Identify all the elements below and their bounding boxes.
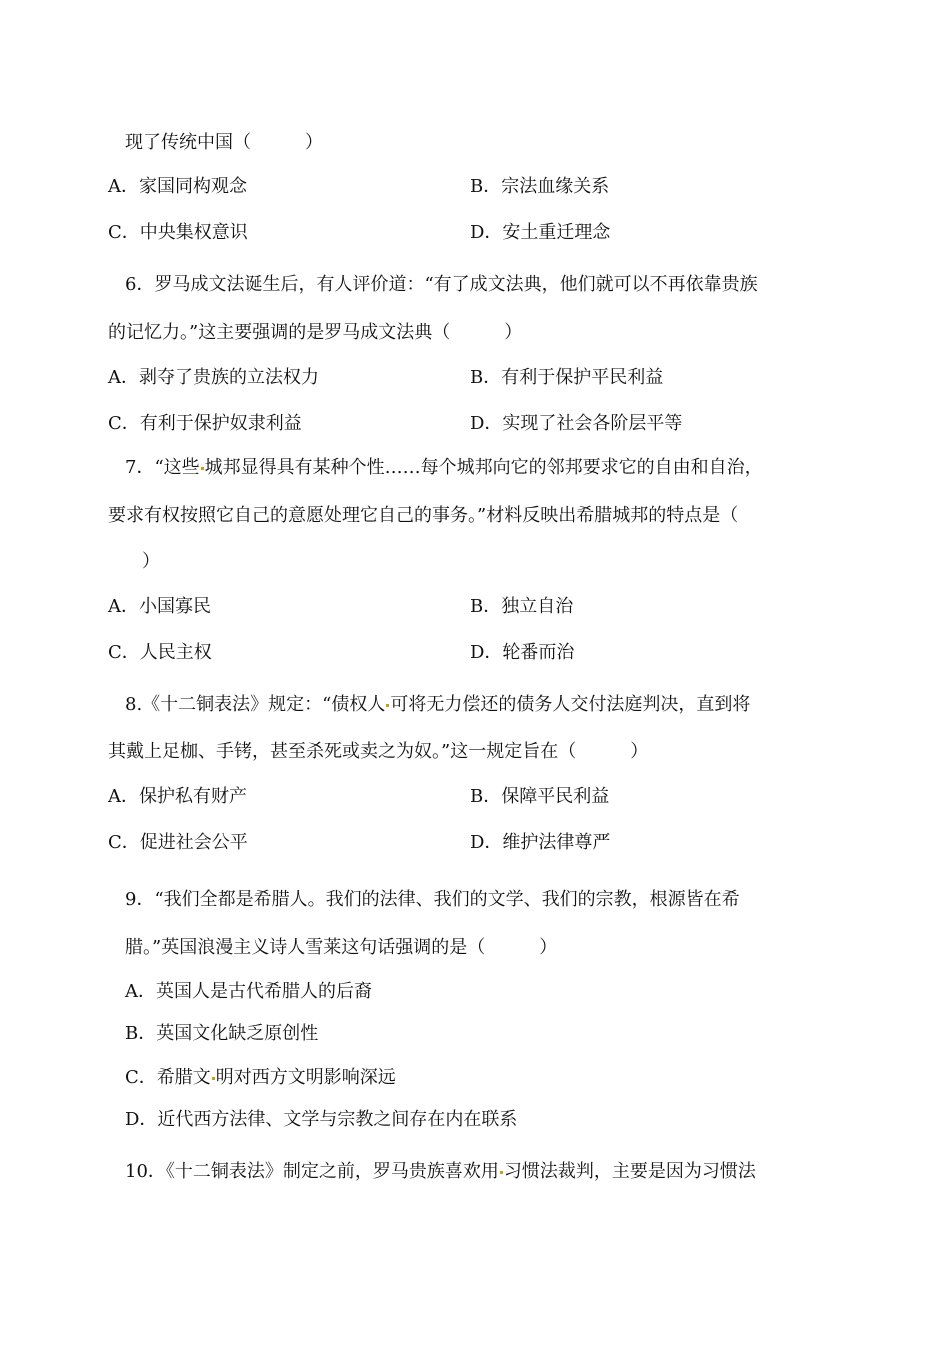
q5-option-b: B．宗法血缘关系 [470,176,610,197]
q6-option-d: D．实现了社会各阶层平等 [470,413,683,434]
q7-stem-line1 [125,457,763,479]
q8-stem-line1 [125,694,750,716]
q8-stem-line2: 其戴上足枷、手铐，甚至杀死或卖之为奴。”这一规定旨在（ ） [108,741,649,762]
q7-stem-line2: 要求有权按照它自己的意愿处理它自己的事务。”材料反映出希腊城邦的特点是（ [108,505,739,526]
q8-option-b: B．保障平民利益 [470,786,610,807]
q9-option-a: A．英国人是古代希腊人的后裔 [125,981,372,1002]
q7-option-a: A．小国寡民 [108,596,211,617]
q9-option-d: D．近代西方法律、文学与宗教之间存在内在联系 [125,1109,518,1130]
q7-option-d: D．轮番而治 [470,642,575,663]
q6-option-c: C．有利于保护奴隶利益 [108,413,302,434]
q8-option-c: C．促进社会公平 [108,832,248,853]
q8-option-d: D．维护法律尊严 [470,832,611,853]
q6-stem-line2: 的记忆力。”这主要强调的是罗马成文法典（ ） [108,322,523,343]
q6-stem-line1: 6．罗马成文法诞生后，有人评价道：“有了成文法典，他们就可以不再依靠贵族 [125,274,758,295]
q9-option-c [125,1067,396,1089]
q5-option-c: C．中央集权意识 [108,222,248,243]
q7-option-c: C．人民主权 [108,642,212,663]
q9-stem-line2: 腊。”英国浪漫主义诗人雪莱这句话强调的是（ ） [125,937,558,958]
q7-stem-line1-pre: 7．“这些 [125,457,200,478]
mark-dot [201,467,204,470]
q7-stem-line1-post: 城邦显得具有某种个性……每个城邦向它的邻邦要求它的自由和自治， [204,457,763,478]
q9-option-b: B．英国文化缺乏原创性 [125,1023,319,1044]
q5-option-d: D．安土重迁理念 [470,222,611,243]
q8-stem-line1-pre: 8.《十二铜表法》规定：“债权人 [125,694,386,715]
q8-option-a: A．保护私有财产 [108,786,247,807]
q10-stem-line1 [125,1161,756,1183]
q10-stem-line1-pre: 10．《十二铜表法》制定之前，罗马贵族喜欢用 [125,1161,499,1182]
q5-option-a: A．家国同构观念 [108,176,247,197]
q6-option-a: A．剥夺了贵族的立法权力 [108,367,319,388]
q6-option-b: B．有利于保护平民利益 [470,367,664,388]
q9-option-c-post: 明对西方文明影响深远 [215,1067,396,1088]
q7-stem-line3: ） [142,551,160,572]
mark-dot [500,1171,503,1174]
mark-dot [212,1077,215,1080]
mark-dot [386,704,389,707]
q10-stem-line1-post: 习惯法裁判，主要是因为习惯法 [503,1161,756,1182]
q9-option-c-pre: C．希腊文 [125,1067,211,1088]
q7-option-b: B．独立自治 [470,596,574,617]
prev-question-continuation: 现了传统中国（ ） [125,132,323,153]
q8-stem-line1-post: 可将无力偿还的债务人交付法庭判决，直到将 [390,694,751,715]
q9-stem-line1: 9．“我们全都是希腊人。我们的法律、我们的文学、我们的宗教，根源皆在希 [125,889,740,910]
